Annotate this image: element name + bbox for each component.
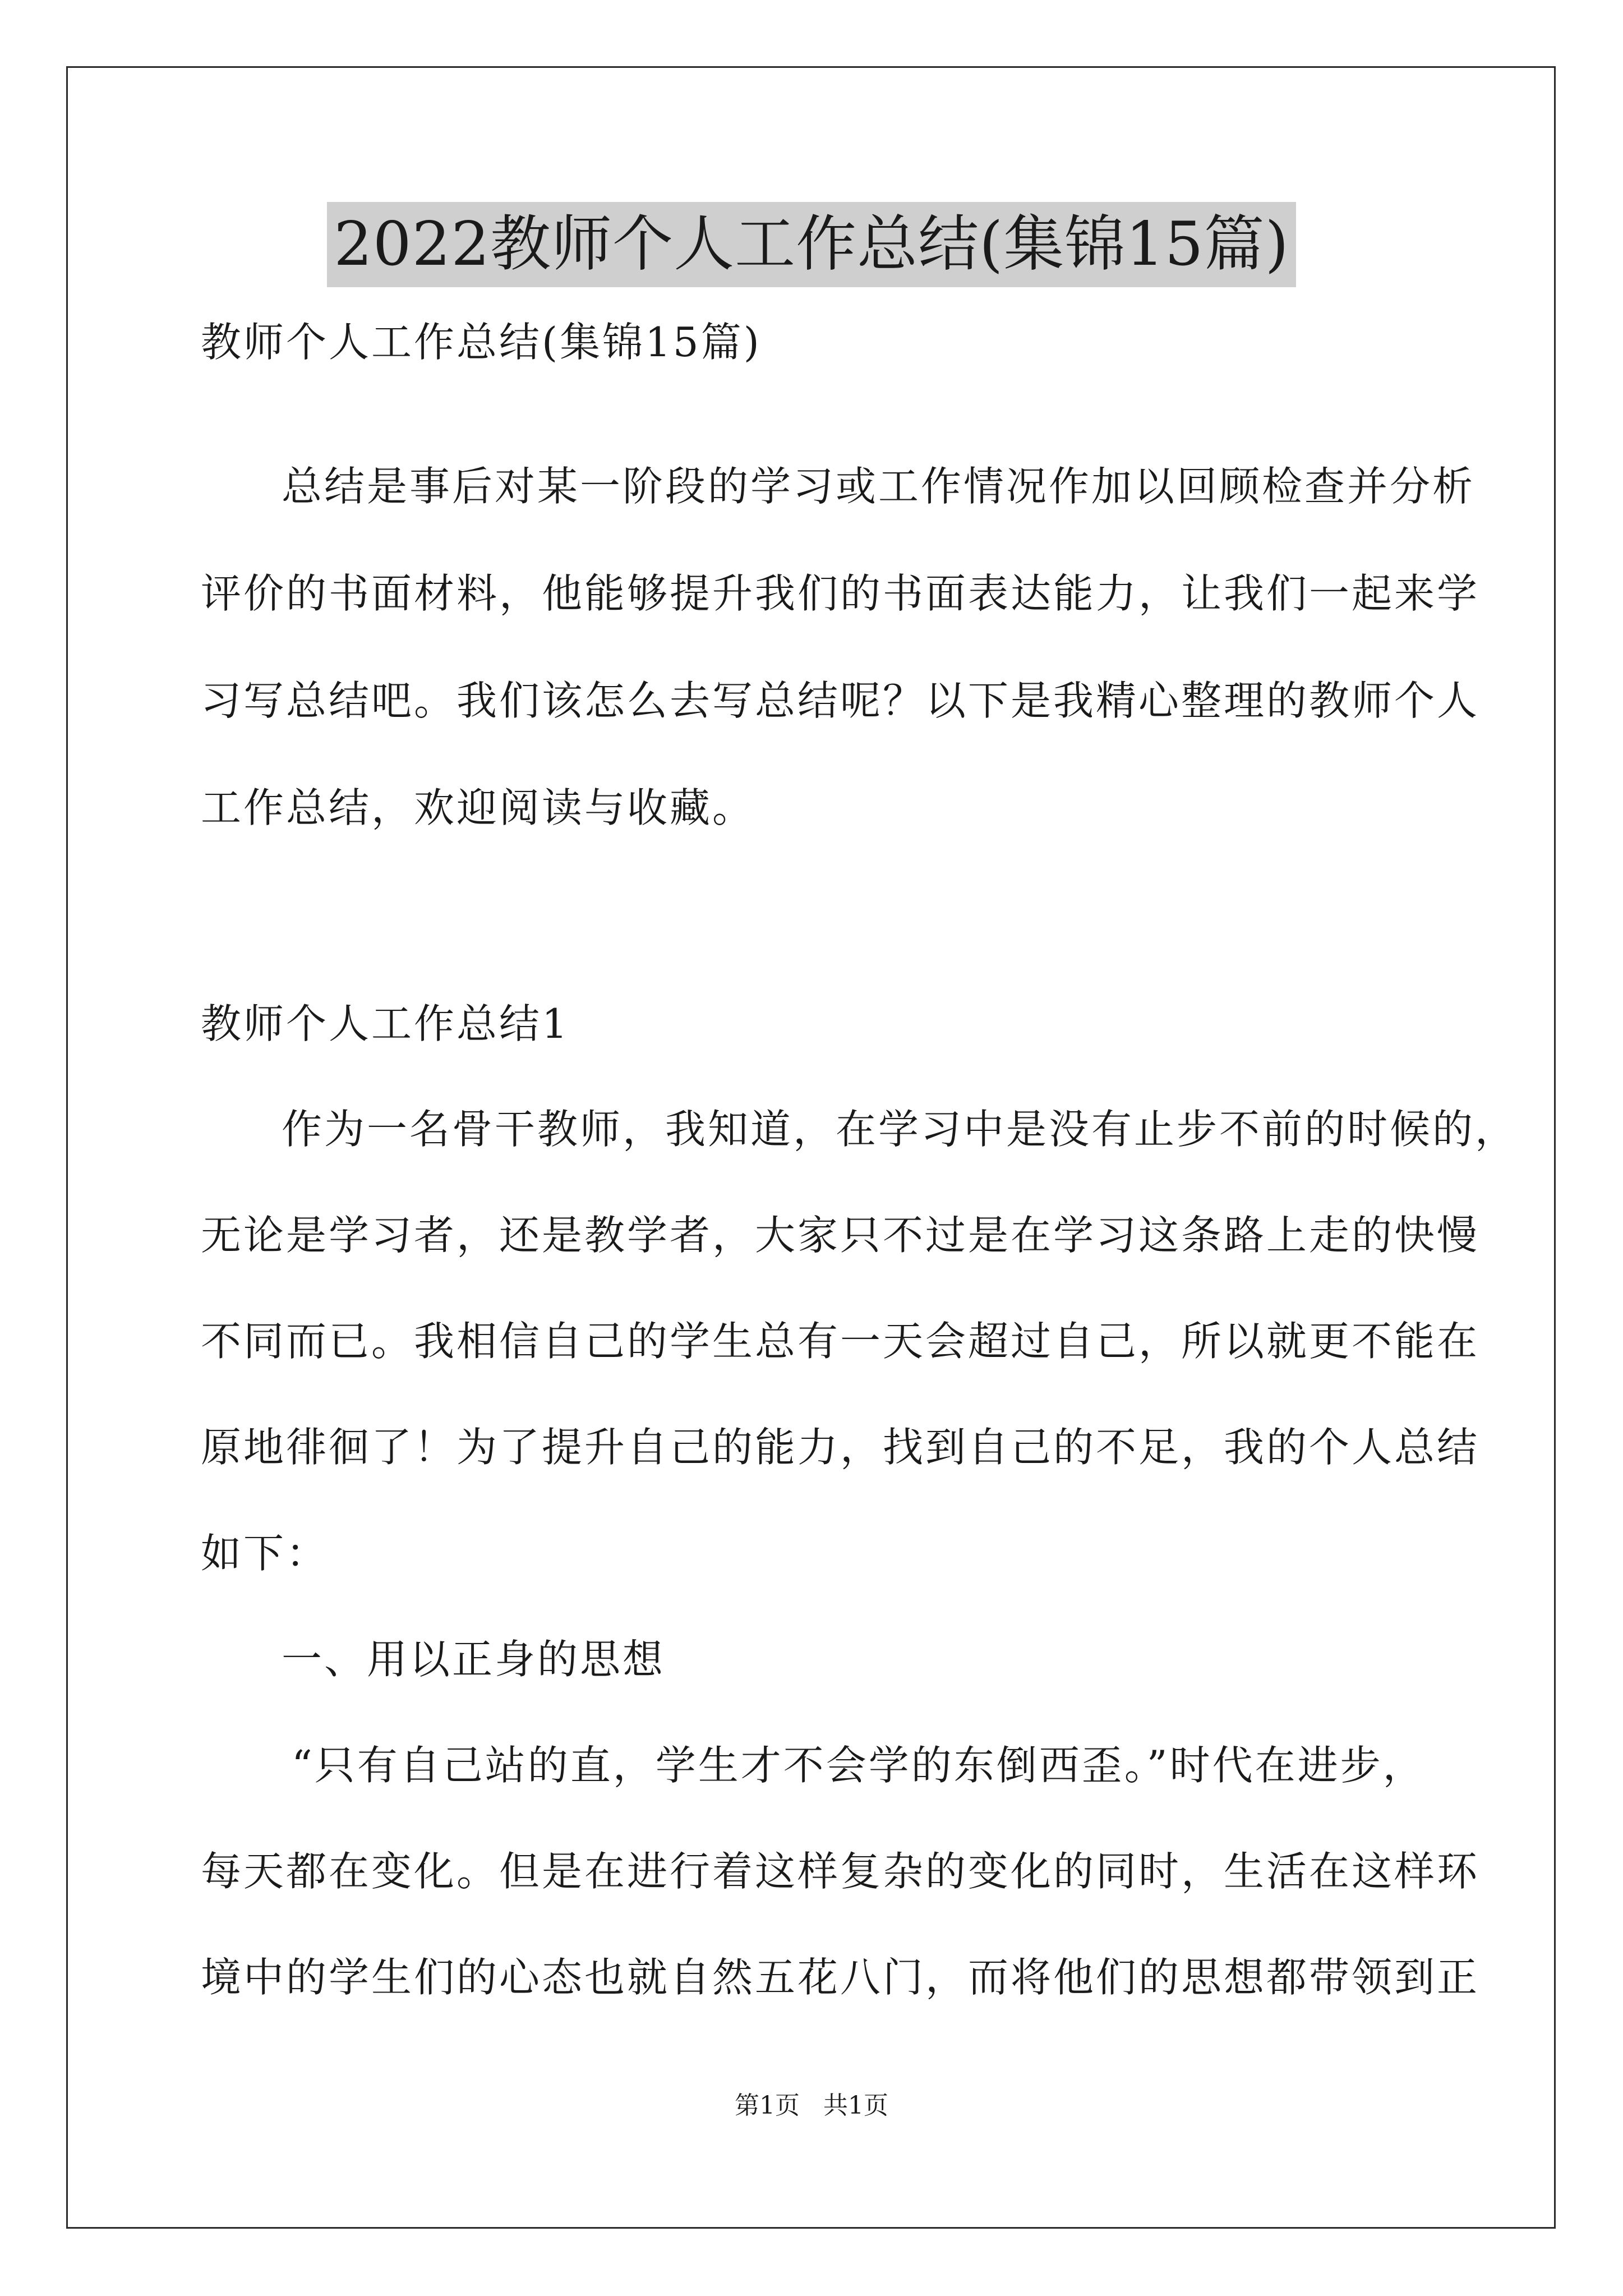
title-container bbox=[0, 202, 1623, 287]
intro-line: 总结是事后对某一阶段的学习或工作情况作加以回顾检查并分析 bbox=[282, 463, 1476, 510]
subtitle: 教师个人工作总结(集锦15篇) bbox=[201, 319, 762, 366]
section-line: 作为一名骨干教师，我知道，在学习中是没有止步不前的时候的， bbox=[282, 1106, 1518, 1153]
section-line: 如下： bbox=[201, 1530, 329, 1577]
point-line: 每天都在变化。但是在进行着这样复杂的变化的同时，生活在这样环 bbox=[201, 1848, 1480, 1895]
intro-line: 评价的书面材料，他能够提升我们的书面表达能力，让我们一起来学 bbox=[201, 570, 1480, 617]
point-line: 境中的学生们的心态也就自然五花八门，而将他们的思想都带领到正 bbox=[201, 1954, 1480, 2001]
document-title: 2022教师个人工作总结(集锦15篇) bbox=[327, 202, 1296, 287]
section-line: 原地徘徊了！为了提升自己的能力，找到自己的不足，我的个人总结 bbox=[201, 1424, 1480, 1471]
page-number: 第1页 bbox=[735, 2091, 800, 2120]
section-heading: 教师个人工作总结1 bbox=[201, 1000, 570, 1047]
point-heading: 一、用以正身的思想 bbox=[282, 1636, 666, 1683]
page-total: 共1页 bbox=[823, 2091, 888, 2120]
section-line: 无论是学习者，还是教学者，大家只不过是在学习这条路上走的快慢 bbox=[201, 1212, 1480, 1259]
intro-line: 工作总结，欢迎阅读与收藏。 bbox=[201, 784, 755, 831]
point-line: “只有自己站的直，学生才不会学的东倒西歪。”时代在进步， bbox=[292, 1742, 1426, 1789]
intro-line: 习写总结吧。我们该怎么去写总结呢？以下是我精心整理的教师个人 bbox=[201, 677, 1480, 724]
section-line: 不同而已。我相信自己的学生总有一天会超过自己，所以就更不能在 bbox=[201, 1318, 1480, 1365]
page-footer bbox=[0, 2089, 1623, 2123]
